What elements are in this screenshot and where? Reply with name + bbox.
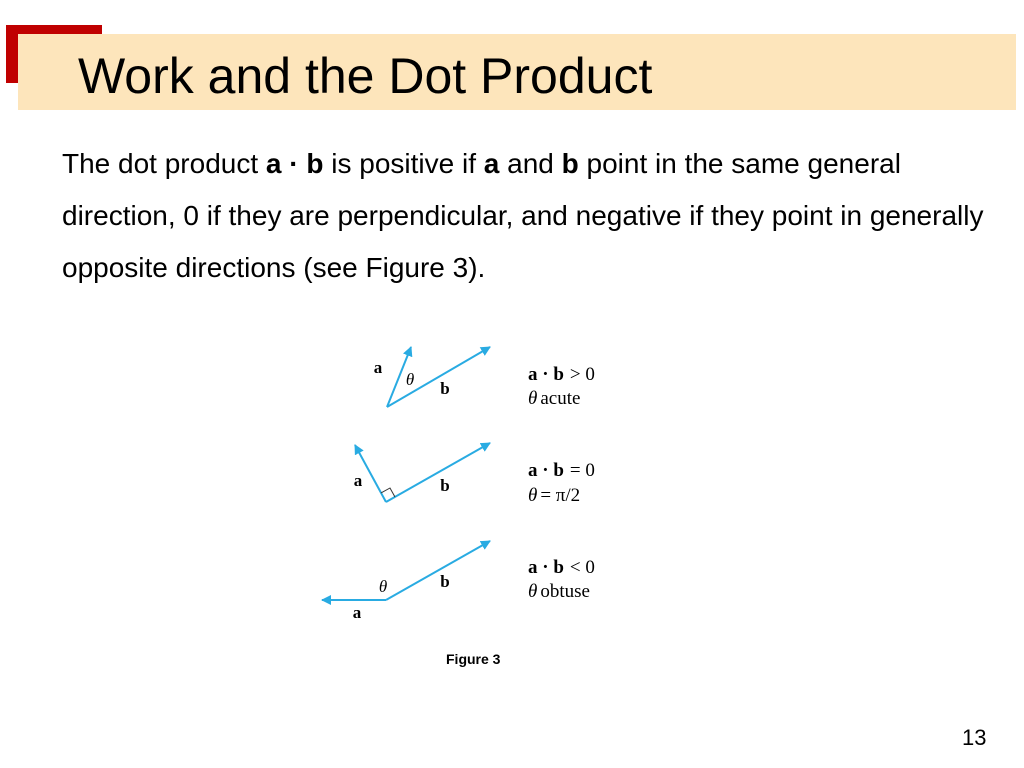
vector-a-symbol: a — [483, 148, 500, 179]
acute-case-diagram — [374, 347, 595, 409]
relation-text — [528, 557, 595, 578]
vector-a-label: a — [353, 471, 363, 490]
vector-a-symbol: a — [265, 148, 282, 179]
vector-b-arrow — [386, 443, 490, 502]
relation-text — [528, 364, 595, 385]
relation-rhs: < 0 — [569, 557, 595, 578]
vector-a-label: a — [352, 603, 362, 622]
obtuse-case-diagram — [322, 541, 595, 622]
relation-rhs: = 0 — [569, 460, 595, 481]
theta-label: θ — [405, 370, 415, 389]
vector-b-label: b — [440, 476, 450, 495]
body-text: The dot product — [62, 148, 266, 179]
vector-b-label: b — [440, 572, 450, 591]
relation-text — [528, 460, 595, 481]
body-text: and — [499, 148, 562, 179]
dot-operator: · — [281, 148, 307, 179]
figure-caption: Figure 3 — [446, 651, 501, 667]
page-number: 13 — [962, 725, 987, 750]
vector-b-arrow — [386, 541, 490, 600]
angle-symbol: θ — [528, 388, 538, 409]
theta-label: θ — [378, 577, 388, 596]
perpendicular-case-diagram — [354, 443, 595, 506]
angle-desc: = π/2 — [540, 485, 581, 506]
body-text: is positive if — [323, 148, 484, 179]
angle-symbol: θ — [528, 581, 538, 602]
vector-b-symbol: b — [561, 148, 579, 179]
vector-b-label: b — [440, 379, 450, 398]
relation-lhs: a · b — [528, 460, 564, 481]
relation-rhs: > 0 — [569, 364, 595, 385]
angle-description — [528, 485, 580, 506]
relation-lhs: a · b — [528, 557, 564, 578]
angle-description — [528, 388, 580, 409]
vector-a-label: a — [373, 358, 383, 377]
angle-symbol: θ — [528, 485, 538, 506]
angle-desc: obtuse — [540, 581, 590, 602]
dot-product-figure — [300, 330, 640, 630]
body-paragraph — [62, 138, 992, 294]
vector-b-symbol: b — [306, 148, 324, 179]
body-text: point in the same general direction, 0 if they are perpendicular, and negative if they point in generally opposite directions (see Figure 3). — [62, 148, 984, 283]
relation-lhs: a · b — [528, 364, 564, 385]
angle-desc: acute — [540, 388, 581, 409]
slide-title: Work and the Dot Product — [78, 48, 653, 104]
vector-b-arrow — [387, 347, 490, 407]
angle-description — [528, 581, 590, 602]
